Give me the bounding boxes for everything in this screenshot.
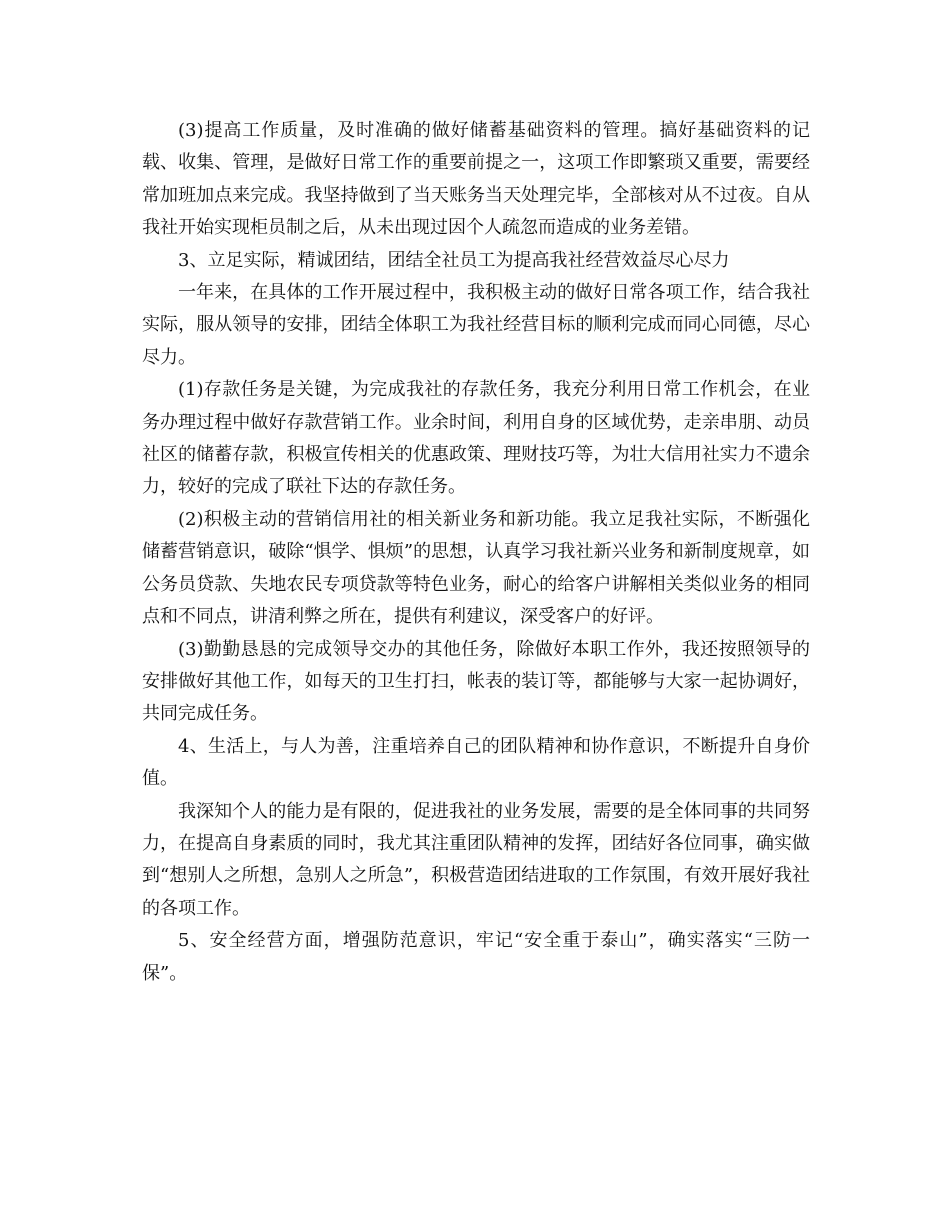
paragraph-new-business: (2)积极主动的营销信用社的相关新业务和新功能。我立足我社实际，不断强化储蓄营销意识，破除“惧学、惧烦”的思想，认真学习我社新兴业务和新制度规章，如公务员贷款、失地农民专项贷款等特色业务，耐心的给客户讲解相关类似业务的相同点和不同点，讲清利弊之所在，提供有利建议，深受客户的好评。 bbox=[142, 508, 810, 628]
paragraph-deposit-task: (1)存款任务是关键，为完成我社的存款任务，我充分利用日常工作机会，在业务办理过程中做好存款营销工作。业余时间，利用自身的区域优势，走亲串朋、动员社区的储蓄存款，积极宣传相关的优惠政策、理财技巧等，为壮大信用社实力不遗余力，较好的完成了联社下达的存款任务。 bbox=[142, 379, 810, 498]
document-body bbox=[142, 115, 810, 990]
paragraph-year-overview: 一年来，在具体的工作开展过程中，我积极主动的做好日常各项工作，结合我社实际，服从领导的安排，团结全体职工为我社经营目标的顺利完成而同心同德，尽心尽力。 bbox=[142, 282, 810, 368]
paragraph-other-tasks: (3)勤勤恳恳的完成领导交办的其他任务，除做好本职工作外，我还按照领导的安排做好其他工作，如每天的卫生打扫，帐表的装订等，都能够与大家一起协调好，共同完成任务。 bbox=[142, 638, 810, 725]
paragraph-heading-3: 3、立足实际，精诚团结，团结全社员工为提高我社经营效益尽心尽力 bbox=[178, 249, 730, 271]
paragraph-teamwork: 我深知个人的能力是有限的，促进我社的业务发展，需要的是全体同事的共同努力，在提高自身素质的同时，我尤其注重团队精神的发挥，团结好各位同事，确实做到“想别人之所想，急别人之所急”，积极营造团结进取的工作氛围，有效开展好我社的各项工作。 bbox=[142, 800, 810, 919]
paragraph-work-quality: (3)提高工作质量，及时准确的做好储蓄基础资料的管理。搞好基础资料的记载、收集、管理，是做好日常工作的重要前提之一，这项工作即繁琐又重要，需要经常加班加点来完成。我坚持做到了当天账务当天处理完毕，全部核对从不过夜。自从我社开始实现柜员制之后，从未出现过因个人疏忽而造成的业务差错。 bbox=[142, 120, 810, 239]
paragraph-heading-4: 4、生活上，与人为善，注重培养自己的团队精神和协作意识，不断提升自身价值。 bbox=[142, 735, 810, 790]
paragraph-heading-5: 5、安全经营方面，增强防范意识，牢记“安全重于泰山”，确实落实“三防一保”。 bbox=[142, 930, 810, 984]
